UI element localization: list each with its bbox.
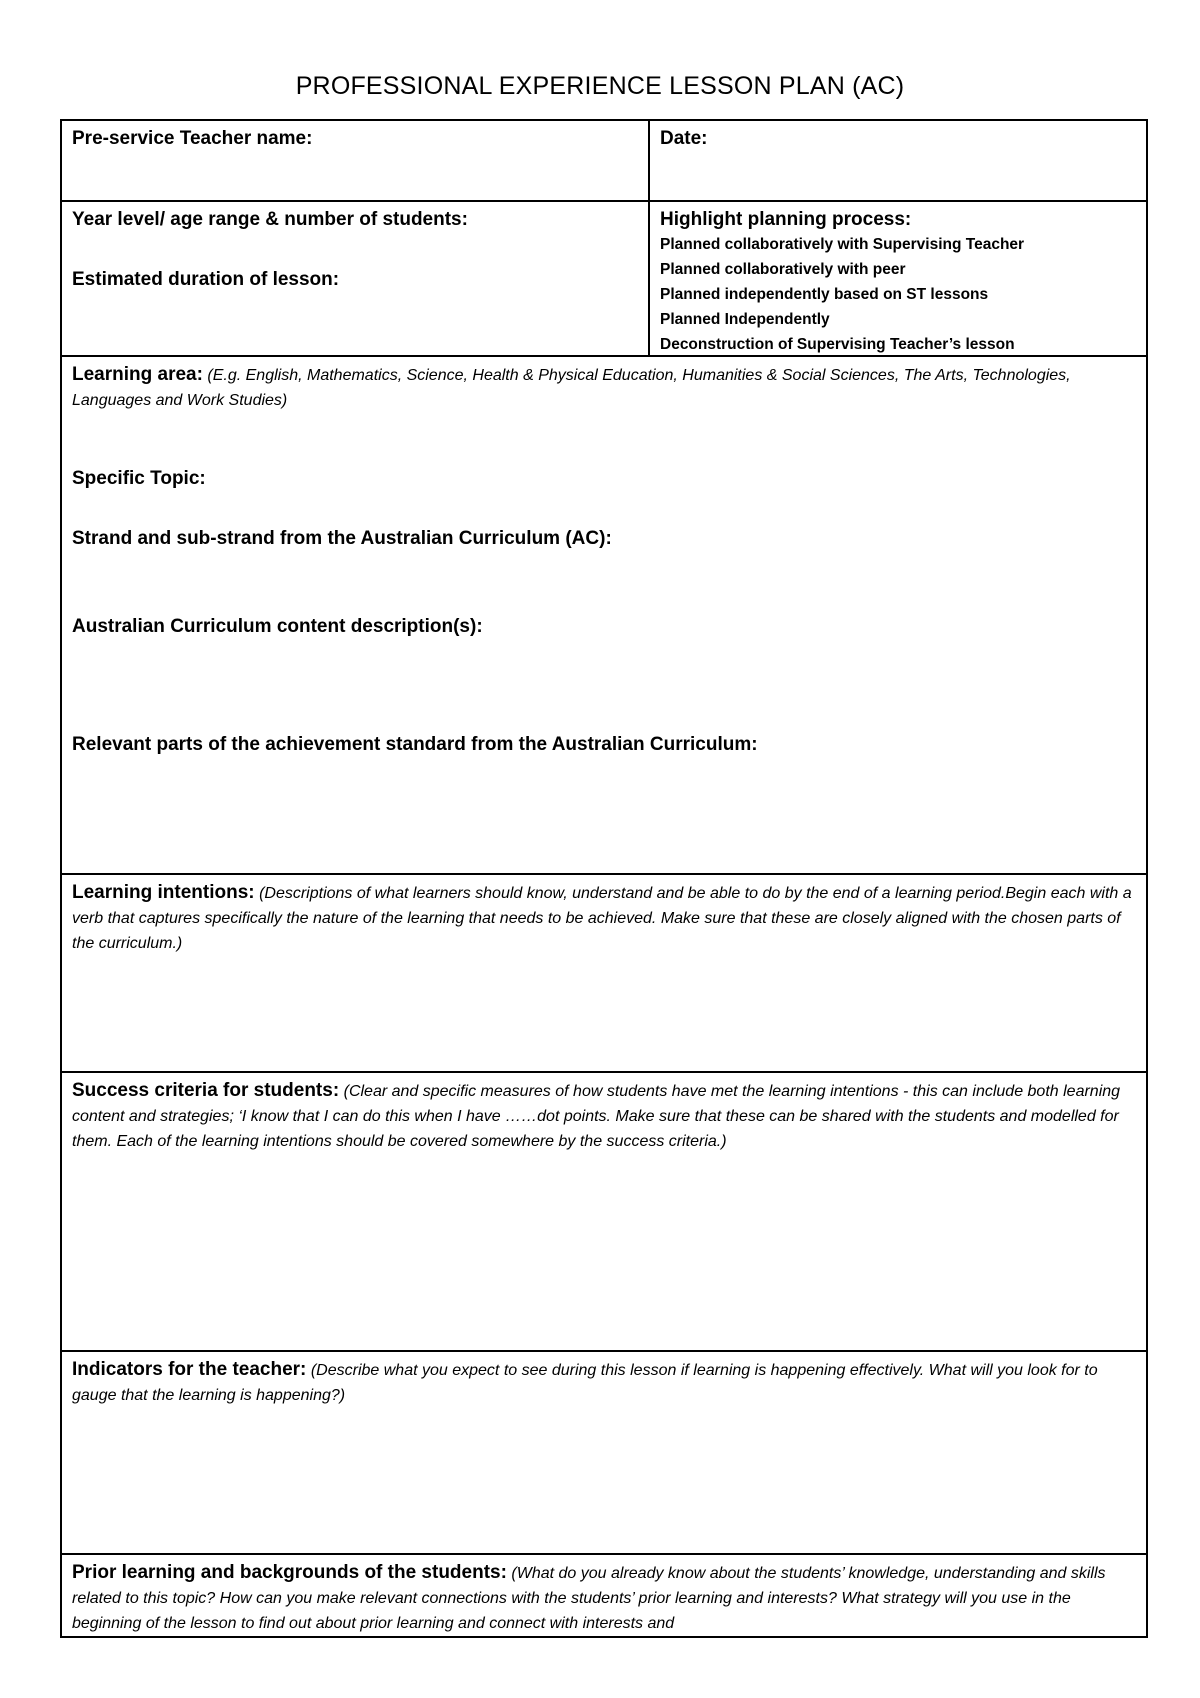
success-criteria-row (62, 1073, 1146, 1352)
year-duration-cell[interactable] (62, 202, 650, 355)
prior-learning-label: Prior learning and backgrounds of the students: (72, 1562, 507, 1583)
learning-intentions-hint: (Descriptions of what learners should know, understand and be able to do by the end of a learning period.Begin each with a verb that captures specifically the nature of the learning that needs to be achieved. Make sure that these are closely aligned with the chosen parts of the curriculum.) (72, 885, 1132, 952)
achievement-standard-label: Relevant parts of the achievement standard from the Australian Curriculum: (72, 734, 758, 755)
indicators-row (62, 1352, 1146, 1555)
success-criteria-cell[interactable] (62, 1073, 1146, 1350)
indicators-label: Indicators for the teacher: (72, 1359, 307, 1380)
content-description-label: Australian Curriculum content description(s): (72, 616, 483, 637)
planning-option-st-lessons[interactable]: Planned independently based on ST lessons (660, 286, 989, 303)
planning-process-cell (650, 202, 1146, 355)
lesson-plan-form (60, 119, 1148, 1638)
year-level-label: Year level/ age range & number of students: (72, 209, 468, 230)
details-row (62, 202, 1146, 357)
success-criteria-hint: (Clear and specific measures of how students have met the learning intentions - this can include both learning content and strategies; ‘I know that I can do this when I have ……dot points. Make sure that these can be shared with the students and modelled for them. Each of the learning intentions should be covered somewhere by the success criteria.) (72, 1083, 1121, 1150)
learning-intentions-row (62, 875, 1146, 1073)
prior-learning-cell[interactable] (62, 1555, 1146, 1636)
duration-label: Estimated duration of lesson: (72, 269, 340, 290)
teacher-name-cell[interactable] (62, 121, 650, 200)
curriculum-cell[interactable] (62, 357, 1146, 873)
specific-topic-label: Specific Topic: (72, 468, 206, 489)
learning-area-hint: (E.g. English, Mathematics, Science, Health & Physical Education, Humanities & Social Sciences, The Arts, Technologies, Languages and Work Studies) (72, 367, 1071, 409)
header-row (62, 121, 1146, 202)
learning-area-block (72, 363, 1136, 413)
teacher-name-label: Pre-service Teacher name: (72, 128, 313, 149)
indicators-hint: (Describe what you expect to see during this lesson if learning is happening effectively. What will you look for to gauge that the learning is happening?) (72, 1362, 1098, 1404)
planning-process-label: Highlight planning process: (660, 209, 912, 230)
planning-option-deconstruction[interactable]: Deconstruction of Supervising Teacher’s lesson (660, 336, 1015, 353)
planning-option-peer[interactable]: Planned collaboratively with peer (660, 261, 906, 278)
planning-option-supervising-teacher[interactable]: Planned collaboratively with Supervising Teacher (660, 236, 1025, 253)
document-title: PROFESSIONAL EXPERIENCE LESSON PLAN (AC) (295, 72, 905, 100)
date-cell[interactable] (650, 121, 1146, 200)
strand-label: Strand and sub-strand from the Australian Curriculum (AC): (72, 528, 612, 549)
learning-area-label: Learning area: (72, 364, 203, 385)
curriculum-row (62, 357, 1146, 875)
date-label: Date: (660, 128, 708, 149)
success-criteria-label: Success criteria for students: (72, 1080, 340, 1101)
learning-intentions-cell[interactable] (62, 875, 1146, 1071)
prior-learning-row (62, 1555, 1146, 1636)
indicators-cell[interactable] (62, 1352, 1146, 1553)
learning-intentions-label: Learning intentions: (72, 882, 255, 903)
planning-option-independently[interactable]: Planned Independently (660, 311, 830, 328)
prior-learning-hint: (What do you already know about the students’ knowledge, understanding and skills related to this topic? How can you make relevant connections with the students’ prior learning and interests? What strategy will you use in the beginning of the lesson to find out about prior learning and connect with interests and (72, 1565, 1106, 1632)
